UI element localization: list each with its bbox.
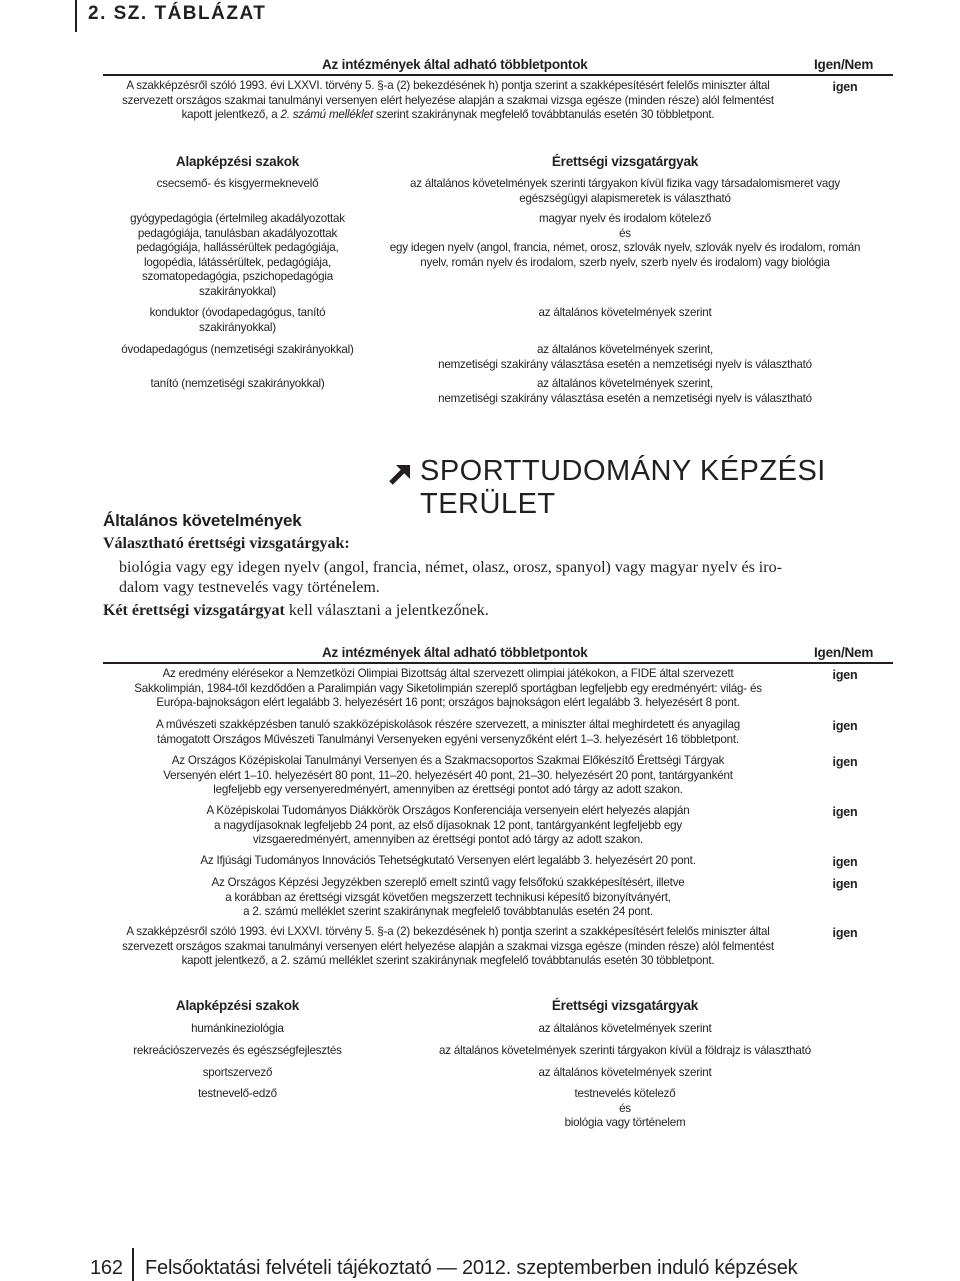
table2-row-value: igen bbox=[832, 805, 858, 819]
subject-row-left: gyógypedagógia (értelmileg akadályozottak pedagógiája, tanulásban akadályozottak pedagógiája, hallássérültek pedagógiája, logopédia, látássérültek, pedagógiája, szomatopedagógia, pszichopedagógia szakirányokkal) bbox=[130, 212, 345, 298]
table2-row-value: igen bbox=[832, 855, 858, 869]
table1-heading: Az intézmények által adható többletpontok bbox=[322, 57, 588, 72]
requirements-text: biológia vagy egy idegen nyelv (angol, francia, német, olasz, orosz, spanyol) vagy magyar nyelv és iro- dalom vagy testnevelés vagy történelem. bbox=[119, 559, 782, 596]
subject-row-left: csecsemő- és kisgyermeknevelő bbox=[156, 177, 319, 190]
page-number: 162 bbox=[90, 1257, 123, 1279]
subject-row-right: az általános követelmények szerinti tárgyakon kívül a földrajz is választható bbox=[439, 1044, 811, 1057]
subject-row-right: az általános követelmények szerint, nemzetiségi szakirány választása esetén a nemzetiségi nyelv is választható bbox=[438, 377, 812, 405]
table1-rule bbox=[103, 74, 893, 76]
row-line: szervezett országos szakmai tanulmányi versenyen elért helyezése alapján a szakmai vizsga egésze (minden része) alól felmentést bbox=[122, 93, 774, 107]
section-title: SPORTTUDOMÁNY KÉPZÉSI TERÜLET bbox=[420, 455, 826, 520]
footer-text: Felsőoktatási felvételi tájékoztató — 2012. szeptemberben induló képzések bbox=[145, 1257, 798, 1279]
table2-heading: Az intézmények által adható többletpontok bbox=[322, 645, 588, 660]
subject-row-left: rekreációszervezés és egészségfejlesztés bbox=[133, 1044, 342, 1057]
subjects1-left-heading: Alapképzési szakok bbox=[175, 154, 300, 169]
table2-row: Az Országos Középiskolai Tanulmányi Versenyen és a Szakmacsoportos Szakmai Előkészítő Érettségi Tárgyak Versenyén elért 1–10. helyezésért 80 pont, 11–20. helyezésért 40 pont, 21–30. helyezésért 20 pont, tantárgyanként legfeljebb egy versenyeredményért, amennyiben az érettségi pontot adó tárgy az adott szakon. bbox=[163, 754, 733, 796]
subject-row-right: az általános követelmények szerinti tárgyakon kívül fizika vagy társadalomismeret vagy egészségügyi alapismeretek is választható bbox=[409, 177, 840, 205]
annex-reference: 2. számú melléklet bbox=[280, 108, 373, 121]
table2-row: Az Országos Képzési Jegyzékben szereplő emelt szintű vagy felsőfokú szakképesítésért, illetve a korábban az érettségi vizsgát követően megszerzett technikusi képesítő bizonyítványért, a 2. számú melléklet szerint szakiránynak megfelelő továbbtanulás esetén 24 pont. bbox=[211, 876, 685, 918]
subject-row-right: az általános követelmények szerint, nemzetiségi szakirány választása esetén a nemzetiségi nyelv is választható bbox=[438, 343, 812, 371]
table1-row bbox=[108, 79, 788, 123]
subject-row-left: óvodapedagógus (nemzetiségi szakirányokkal) bbox=[121, 343, 354, 356]
table2-row-value: igen bbox=[832, 926, 858, 940]
subject-row-right: az általános követelmények szerint bbox=[538, 306, 712, 319]
page-section-title: 2. SZ. TÁBLÁZAT bbox=[88, 3, 267, 24]
subject-row-right: testnevelés kötelező és biológia vagy történelem bbox=[564, 1087, 686, 1129]
subject-row-left: testnevelő-edző bbox=[198, 1087, 277, 1100]
subject-row-left: konduktor (óvodapedagógus, tanító szakirányokkal) bbox=[149, 306, 326, 334]
subjects1-right-heading: Érettségi vizsgatárgyak bbox=[551, 154, 699, 169]
table2-value-heading: Igen/Nem bbox=[814, 645, 874, 660]
table2-rule bbox=[103, 662, 893, 664]
subject-row-left: humánkineziológia bbox=[191, 1022, 284, 1035]
subjects2-right-heading: Érettségi vizsgatárgyak bbox=[551, 998, 699, 1013]
subject-row-right: magyar nyelv és irodalom kötelező és egy idegen nyelv (angol, francia, német, orosz, szlovák nyelv, szlovák nyelv és irodalom, román nyelv, román nyelv és irodalom, szerb nyelv, szerb nyelv és irodalom) vagy biológia bbox=[389, 212, 861, 269]
table2-row: A művészeti szakképzésben tanuló szakközépiskolások részére szervezett, a miniszter által meghirdetett és anyagilag támogatott Országos Művészeti Tanulmányi Versenyeken egyéni versenyzőként elért 1–3. helyezésért 16 többletpont. bbox=[155, 718, 741, 746]
row-line: kapott jelentkező, a 2. számú melléklet szerint szakiránynak megfelelő továbbtanulás esetén 30 többletpont. bbox=[181, 108, 715, 121]
row-line: A szakképzésről szóló 1993. évi LXXVI. törvény 5. §-a (2) bekezdésének h) pontja szerint a szakképesítésért felelős miniszter által bbox=[126, 79, 770, 92]
subject-row-right: az általános követelmények szerint bbox=[538, 1022, 712, 1035]
subject-row-left: tanító (nemzetiségi szakirányokkal) bbox=[150, 377, 325, 390]
table1-value-heading: Igen/Nem bbox=[814, 57, 874, 72]
table2-row: Az Ifjúsági Tudományos Innovációs Tehetségkutató Versenyen elért legalább 3. helyezésért 20 pont. bbox=[200, 854, 696, 867]
table2-row-value: igen bbox=[832, 755, 858, 769]
table2-row-value: igen bbox=[832, 719, 858, 733]
footer-rule bbox=[132, 1248, 134, 1281]
table2-row: A Középiskolai Tudományos Diákkörök Országos Konferenciája versenyein elért helyezés alapján a nagydíjasoknak legfeljebb 24 pont, az első díjasoknak 12 pont, tantárgyanként legfeljebb egy vizsgaeredményért, amennyiben az érettségi pontot adó tárgy az adott szakon. bbox=[206, 804, 690, 846]
table2-row: Az eredmény elérésekor a Nemzetközi Olimpiai Bizottság által szervezett olimpiai játékokon, a FIDE által szervezett Sakkolimpián, 1984-től kezdődően a Paralimpián vagy Siketolimpián szereplő sportágban legfeljebb egy eredményért: világ- és Európa-bajnokságon elért legalább 3. helyezésért 16 pont; országos bajnokságon elért legalább 3. helyezésért 8 pont. bbox=[134, 667, 762, 709]
table1-row-value: igen bbox=[832, 80, 858, 94]
subject-row-left: sportszervező bbox=[202, 1066, 273, 1079]
table2-row-value: igen bbox=[832, 877, 858, 891]
arrow-up-right-icon bbox=[388, 462, 412, 486]
table2-row-value: igen bbox=[832, 668, 858, 682]
subjects2-left-heading: Alapképzési szakok bbox=[175, 998, 300, 1013]
requirements-heading: Általános követelmények bbox=[103, 511, 302, 530]
subject-row-right: az általános követelmények szerint bbox=[538, 1066, 712, 1079]
table2-row: A szakképzésről szóló 1993. évi LXXVI. törvény 5. §-a (2) bekezdésének h) pontja szerint a szakképesítésért felelős miniszter által szervezett országos szakmai tanulmányi versenyen elért helyezése alapján a szakmai vizsga egésze (minden része) alól felmentést kapott jelentkező, a 2. számú melléklet szerint szakiránynak megfelelő továbbtanulás esetén 30 többletpont. bbox=[122, 925, 774, 967]
header-rule bbox=[75, 0, 77, 32]
requirements-note: Két érettségi vizsgatárgyat kell választani a jelentkezőnek. bbox=[103, 602, 489, 619]
requirements-subheading: Választható érettségi vizsgatárgyak: bbox=[103, 535, 350, 552]
